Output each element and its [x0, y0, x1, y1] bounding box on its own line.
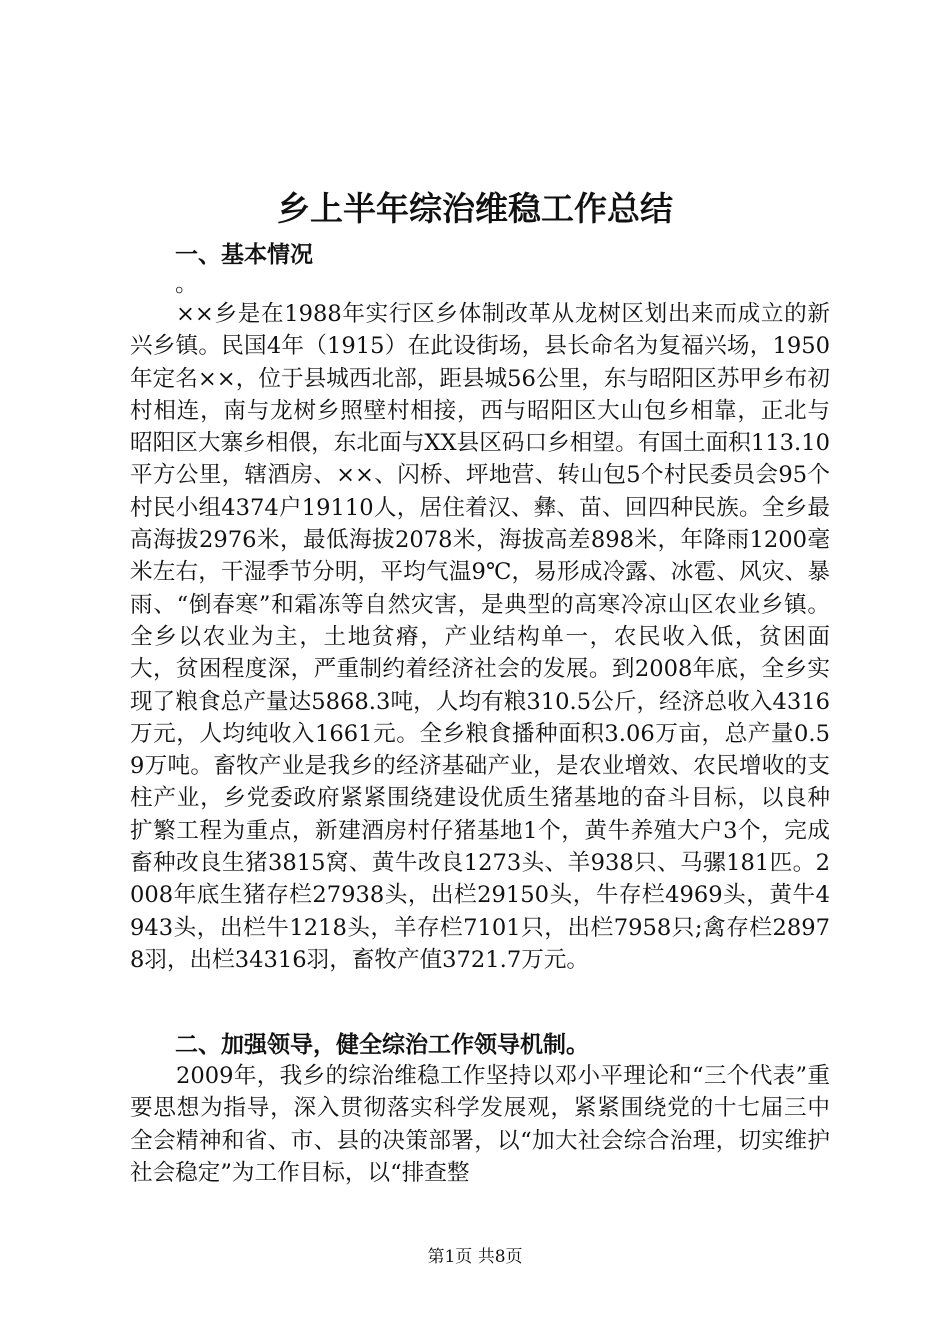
section-paragraph-leadership: 2009年，我乡的综治维稳工作坚持以邓小平理论和“三个代表”重要思想为指导，深入贯彻落实科学发展观，紧紧围绕党的十七届三中全会精神和省、市、县的决策部署，以“加大社会综合治理，切实维护社会稳定”为工作目标，以“排查整 — [130, 1063, 830, 1186]
section-heading-leadership: 二、加强领导，健全综治工作领导机制。 — [175, 1032, 589, 1058]
section-paragraph-basic-situation: ××乡是在1988年实行区乡体制改革从龙树区划出来而成立的新兴乡镇。民国4年（1915）在此设街场，县长命名为复福兴场，1950年定名××，位于县城西北部，距县城56公里，东与昭阳区苏甲乡布初村相连，南与龙树乡照壁村相接，西与昭阳区大山包乡相靠，正北与昭阳区大寨乡相偎，东北面与XX县区码口乡相望。有国土面积113.10平方公里，辖酒房、××、闪桥、坪地营、转山包5个村民委员会95个村民小组4374户19110人，居住着汉、彝、苗、回四种民族。全乡最高海拔2976米，最低海拔2078米，海拔高差898米，年降雨1200毫米左右，干湿季节分明，平均气温9℃，易形成冷露、冰雹、风灾、暴雨、“倒春寒”和霜冻等自然灾害，是典型的高寒冷凉山区农业乡镇。全乡以农业为主，土地贫瘠，产业结构单一，农民收入低，贫困面大，贫困程度深，严重制约着经济社会的发展。到2008年底，全乡实现了粮食总产量达5868.3吨，人均有粮310.5公斤，经济总收入4316万元，人均纯收入1661元。全乡粮食播种面积3.06万亩，总产量0.59万吨。畜牧产业是我乡的经济基础产业，是农业增效、农民增收的支柱产业，乡党委政府紧紧围绕建设优质生猪基地的奋斗目标，以良种扩繁工程为重点，新建酒房村仔猪基地1个，黄牛养殖大户3个，完成畜种改良生猪3815窝、黄牛改良1273头、羊938只、马骡181匹。2008年底生猪存栏27938头，出栏29150头，牛存栏4969头，黄牛4943头，出栏牛1218头，羊存栏7101只，出栏7958只;禽存栏28978羽，出栏34316羽，畜牧产值3721.7万元。 — [130, 301, 830, 973]
page-footer: 第1页 共8页 — [427, 1247, 523, 1267]
section-marker: 。 — [175, 271, 198, 297]
section-heading-basic-situation: 一、基本情况 — [175, 242, 313, 268]
document-title: 乡上半年综治维稳工作总结 — [277, 189, 673, 228]
